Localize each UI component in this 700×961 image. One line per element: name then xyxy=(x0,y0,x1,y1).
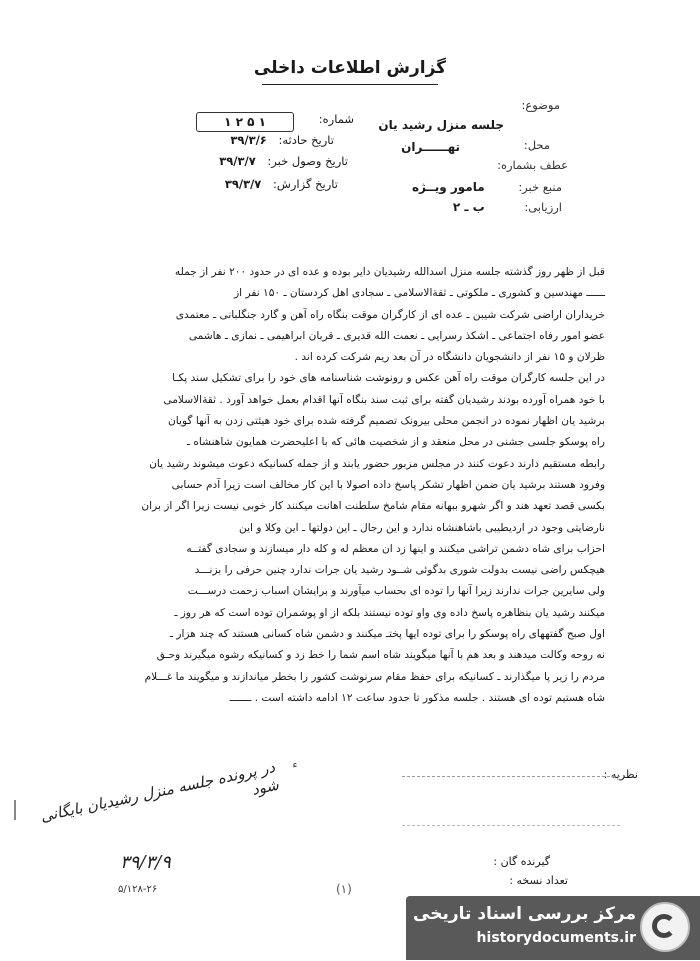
watermark-title: مرکز بررسی اسناد تاریخی xyxy=(413,904,636,924)
place-value-row xyxy=(401,140,468,154)
body-line: مردم را زیر پا میگذارند ـ کسانیکه برای حفظ مقام سرنوشت کشور را بخطر میاندازند و میگویند ما غـــلام xyxy=(144,670,605,683)
analysis-label: نظریه : xyxy=(603,768,638,781)
body-line: برشید یان اظهار نموده در انجمن محلی بیرونک تصمیم گرفته شده برای خود هیئتی زدن به آنها گویان xyxy=(168,415,605,428)
source-row xyxy=(412,180,562,194)
report-body xyxy=(100,262,605,709)
body-line: شاه هستیم توده ای هستند . جلسه مذکور تا حدود ساعت ۱۲ ادامه داشته است . ـــــــ xyxy=(229,691,605,704)
report-date-label: تاریخ گزارش: xyxy=(272,177,338,191)
number-label: شماره: xyxy=(318,112,354,126)
body-line: میکنند رشید یان بنظاهره پاسخ داده وی واو توده نیستند بلکه از او پوشمران توده است که هر روز ـ xyxy=(174,606,605,619)
body-line: هیچکس راضی نیست بدولت شوری بدگوئی شــود رشید یان جرات ندارد چنین حرفی را بزنـــد xyxy=(194,564,605,577)
received-date-value: ۳۹/۳/۷ xyxy=(219,154,256,168)
body-line: با خود همراه آورده بودند رشیدیان گفته برای ثبت سند بنگاه آنها اقدام بعمل خواهد آورد . ثقةالاسلامی xyxy=(163,393,605,406)
report-date-value: ۳۹/۳/۷ xyxy=(224,177,262,191)
event-date-label: تاریخ حادثه: xyxy=(278,133,334,147)
redacted-area xyxy=(402,776,620,826)
place-label: محل: xyxy=(523,138,550,152)
ink-mark xyxy=(290,760,310,784)
subject-label: موضوع: xyxy=(521,98,560,112)
archive-logo-icon xyxy=(640,902,690,952)
copies-label: تعداد نسخه : xyxy=(509,874,568,887)
body-line: نارضایتی وجود در اردیطیبی باشاهنشاه ندارد و این رجال ـ این دولتها ـ این وکلا و این xyxy=(239,521,605,534)
event-date-row xyxy=(230,133,334,147)
body-line: در این جلسه کارگران موقت راه آهن عکس و رونوشت شناسنامه های خود را برای تشکیل سند پکـا xyxy=(172,372,605,385)
body-line: ولی سایرین جرات ندارند زیرا آنها را توده ای بحساب میآورند و برایشان اسباب زحمت درســـت xyxy=(187,585,605,598)
body-line: ظرلان و ۱۵ نفر از دانشجویان دانشگاه در آن بعد ریم شرکت کرده اند . xyxy=(294,351,605,364)
copies-row xyxy=(509,874,568,887)
body-line: ــــــ مهندسین و کشوری ـ ملکوتی ـ ثقةالاسلامی ـ سجادی اهل کردستان ـ ۱۵۰ نفر از xyxy=(234,287,605,300)
body-line: راه پوسکو جلسی جشنی در محل منعقد و از شخصیت هائی که با اعلیحضرت همایون شاهنشاه ـ xyxy=(186,436,605,449)
page-mark: (۱) xyxy=(336,882,352,896)
number-value: ۱ ۲ ۵ ۱ xyxy=(196,112,294,132)
reference-row xyxy=(489,158,568,172)
number-row xyxy=(319,112,354,126)
received-date-row xyxy=(219,154,348,168)
body-line: وفرود هستند برشید یان ضمن اظهار تشکر پاسخ داده اصولا با این کار مخالف است زیرا آدم حسابی xyxy=(171,478,605,491)
body-line: قبل از ظهر روز گذشته جلسه منزل اسدالله رشیدیان دایر بوده و عده ای در حدود ۲۰۰ نفر از جمله xyxy=(174,266,605,278)
subject-value: جلسه منزل رشید یان xyxy=(378,118,504,132)
event-date-value: ۳۹/۳/۶ xyxy=(230,133,267,147)
grade-label: ارزیابی: xyxy=(524,200,562,214)
body-line: رابطه مستقیم دارند دعوت کنند در مجلس مزبور حضور یابند و از جمله کسانیکه دعوت میشوند رشید یان xyxy=(149,457,605,470)
report-title: گزارش اطلاعات داخلی xyxy=(253,58,447,78)
place-value: تهــــــران xyxy=(401,140,460,154)
body-line: اول صبح گفتههای راه پوسکو را برای توده ایها پختـ میکنند و دشمن شاه کسانی هستند که چند هزار ـ xyxy=(169,628,605,641)
title-underline xyxy=(262,84,438,85)
subject-row xyxy=(521,98,560,112)
body-line: نه روحه وکالت میدهند و بعد هم با آنها میگویند شاه اسم شما را خط زد و کسانیکه رشوه میگیرند وحـق xyxy=(156,649,605,662)
grade-value: ب ـ ۲ xyxy=(452,200,485,214)
report-date-row xyxy=(225,177,338,191)
reference-label: عطف بشماره: xyxy=(497,158,568,172)
received-date-label: تاریخ وصول خبر: xyxy=(267,154,348,168)
distribution-row xyxy=(493,855,550,868)
place-row xyxy=(524,138,550,152)
body-line: عضو امور رفاه اجتماعی ـ اشکذ رسرایی ـ نعمت الله قدیری ـ قربان ابراهیمی ـ نمازی ـ هاشمی xyxy=(188,329,605,342)
handwritten-note: در پرونده جلسه منزل رشیدیان بایگانی شود xyxy=(38,758,281,826)
watermark-banner xyxy=(406,896,700,960)
archive-code: ۵/۱۲۸-۲۶ xyxy=(118,884,158,895)
distribution-label: گیرنده گان : xyxy=(493,855,550,868)
handwritten-date: ۳۹/۳/۹ xyxy=(120,852,171,873)
grade-row xyxy=(453,200,562,214)
watermark-url: historydocuments.ir xyxy=(476,930,636,946)
body-line: بکسی قصد تعهد هند و اگر شهرو ببهانه مقام شامخ سلطنت اهانت میکنند کار خوبی نیست زیرا اگر از بران xyxy=(141,500,605,513)
source-label: منبع خبر: xyxy=(518,180,562,194)
body-line: احزاب برای شاه دشمن تراشی میکنند و اینها زد ان معظم له و کله دار میسازند و سجادی گفتــه xyxy=(186,542,605,555)
body-line: خریداران اراضی شرکت شیبن ـ عده ای از کارگران موقت بنگاه راه آهن و گارد جنگلبانی ـ معتمدی xyxy=(175,308,605,321)
subject-value-row xyxy=(378,118,512,132)
edge-mark xyxy=(14,800,26,820)
source-value: مامور ویــژه xyxy=(411,180,485,194)
